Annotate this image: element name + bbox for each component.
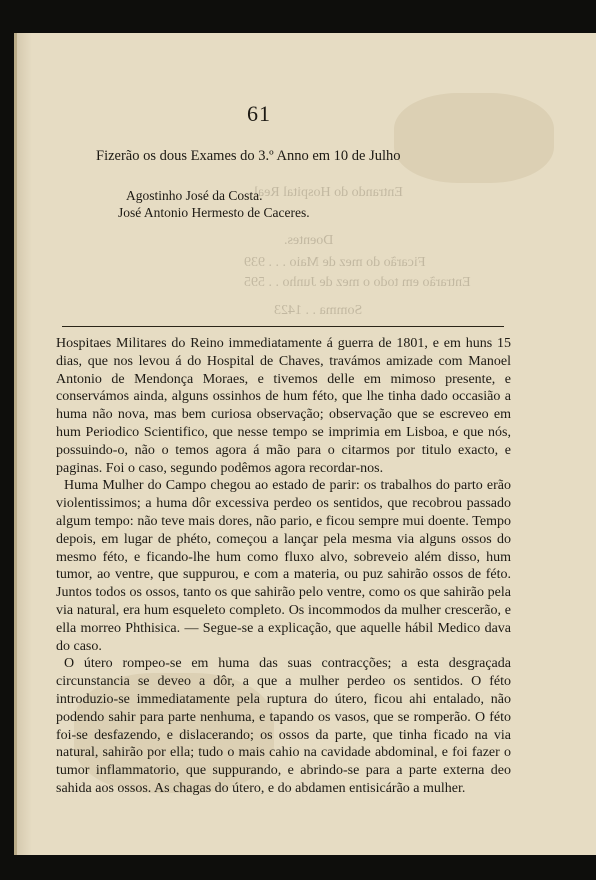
page-number: 61 [247,101,271,126]
page-gutter-edge [14,33,17,855]
paragraph-1: Hospitaes Militares do Reino immediatamente á guerra de 1801, e em huns 15 dias, que nos levou á do Hospital de Chaves, travámos amizade com Manoel Antonio de Mendonça Moraes, e tivemos delle em mimoso presente, e conservámos ainda, alguns ossinhos de hum féto, que lhe tinha dado occasião a huma não nova, mas bem curiosa observação; observação que se escreveo em hum Periodico Scientifico, que nesse tempo se imprimia em Lisboa, e que nós, possuindo-o, não o temos agora á mão para o citarmos por titulo exacto, e paginas. Foi o caso, segundo podêmos agora recordar-nos. [56,336,511,476]
paper-stain [394,93,554,183]
author-line-2: José Antonio Hermesto de Caceres. [118,205,310,220]
show-through-text: Entrarão em todo o mez de Junho . . 595 [244,275,471,290]
section-heading: Fizerão os dous Exames do 3.º Anno em 10 de Julho [96,148,401,164]
show-through-text: Somma . . 1423 [274,303,363,318]
section-divider [62,326,504,327]
paragraph-2: Huma Mulher do Campo chegou ao estado de parir: os trabalhos do parto erão violentissimos; a huma dôr excessiva perdeo os sentidos, que recobrou passado algum tempo: não teve mais dores, não pario, e ficou sempre mui doente. Tempo depois, em lugar de phéto, começou a lançar pela mesma via alguns ossos do mesmo féto, e ficando-lhe hum como fluxo alvo, sobreveio além disso, hum tumor, ao ventre, que suppurou, e com a materia, ou puz sahirão ossos de féto. Juntos todos os ossos, tanto os que sahirão pelo ventre, como os que sahirão pela via natural, era hum esqueleto completo. Os incommodos da mulher crescerão, e ella morreo Phthisica. — Segue-se a explicação, que aquelle hábil Medico dava do caso. [56,478,511,654]
body-text [56,335,511,798]
show-through-text: Entrando do Hospital Real [254,185,403,200]
show-through-text: Ficarão do mez de Maio . . . 939 [244,255,426,270]
show-through-text: Doentes. [284,233,334,248]
paragraph-3: O útero rompeo-se em huma das suas contracções; a esta desgraçada circunstancia se deveo a dôr, a que a mulher perdeo os sentidos. O féto introduzio-se immediatamente pela ruptura do útero, ficou ahi entalado, não podendo sahir para parte nenhuma, e tapando os vasos, que se romperão. O féto foi-se desfazendo, e dislacerando; os ossos da parte, que tinha ficado na via natural, sahirão por ella; tudo o mais cahio na cavidade abdominal, e foi fazer o tumor inflammatorio, que suppurando, e abrindo-se para a parte externa deo sahida aos ossos. As chagas do útero, e do abdamen entisicárão a mulher. [56,656,511,796]
book-page [14,33,596,855]
author-line-1: Agostinho José da Costa. [126,188,263,203]
